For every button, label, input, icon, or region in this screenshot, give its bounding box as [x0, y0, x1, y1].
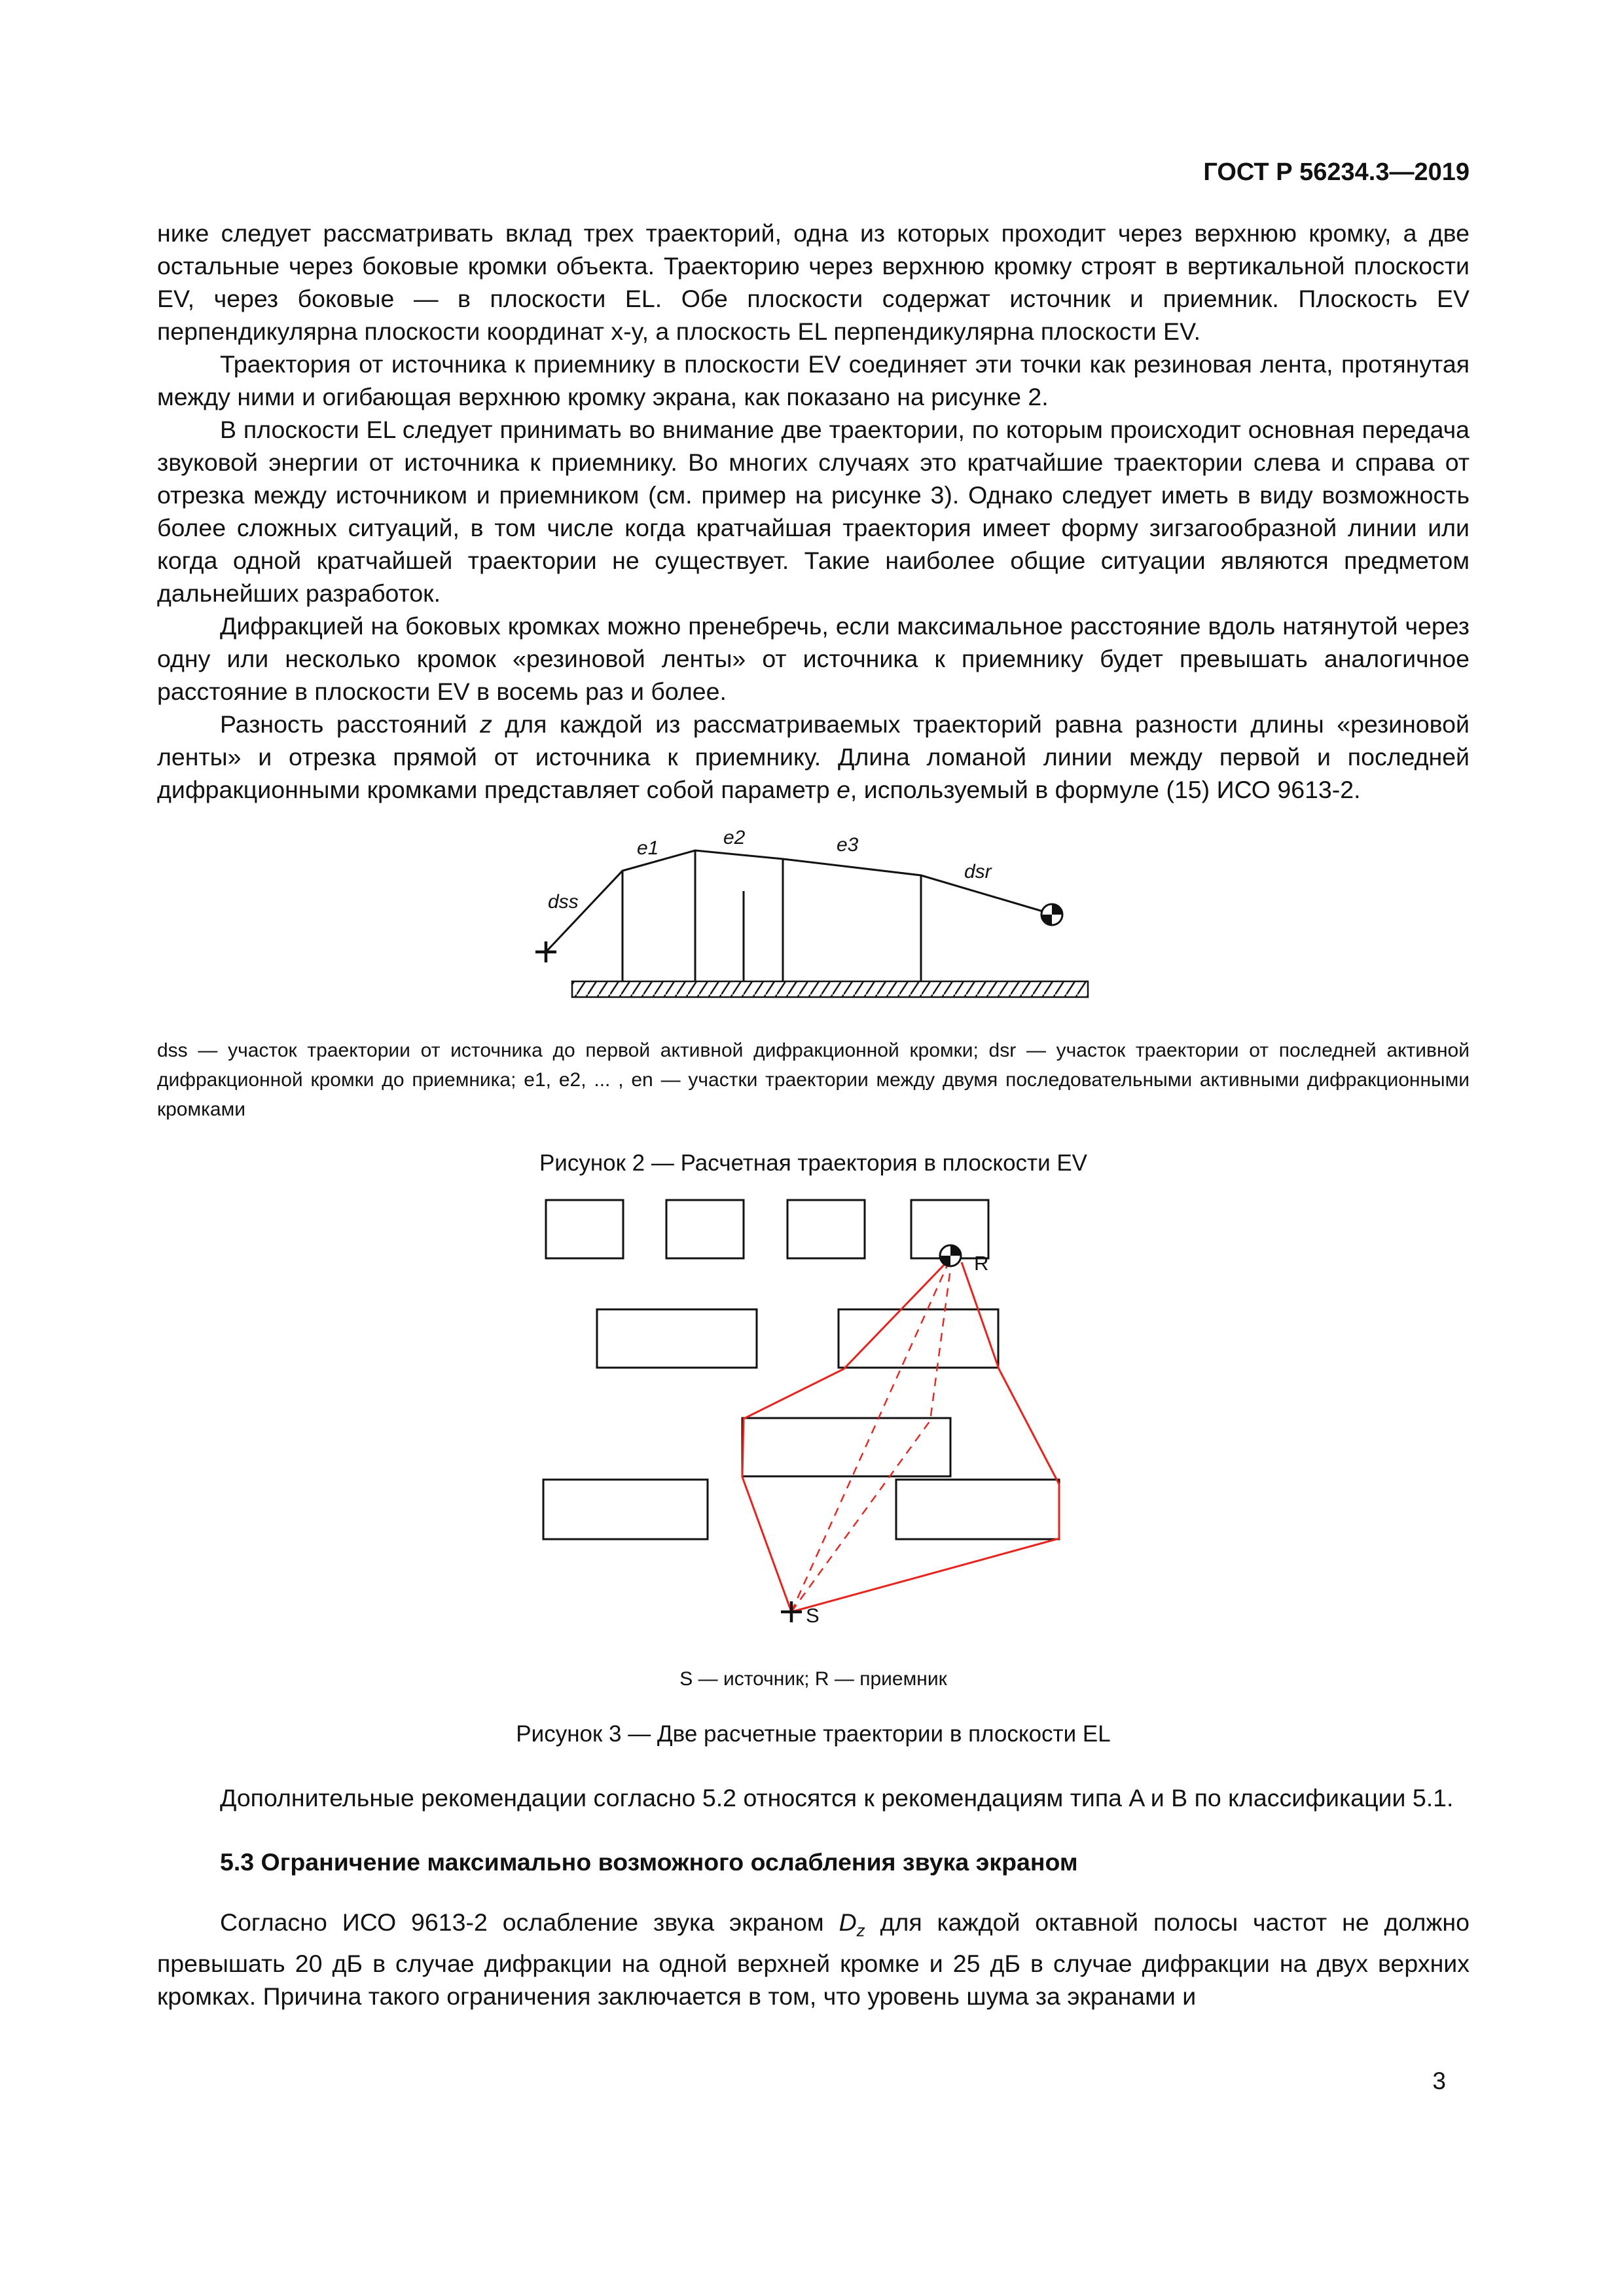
label-source: S [805, 1604, 820, 1627]
figure-2-title: Рисунок 2 — Расчетная траектория в плоскости EV [539, 1150, 1088, 1176]
building-rect [597, 1309, 757, 1368]
paragraph-5-text-b: для каждой из рассматриваемых траекторий равна разности длины «резиновой ленты» и отрезка прямой от источника к приемнику. Длина ломаной линии между первой и последней дифракционными кромками представляет собой параметр [157, 710, 1470, 803]
page-number: 3 [1432, 2068, 1446, 2094]
figure-3-caption: S — источник; R — приемник [679, 1668, 947, 1690]
figure-3-diagram [157, 1193, 1470, 1641]
paragraph-7-text-b: для каждой октавной полосы частот не должно превышать 20 дБ в случае дифракции на одной верхней кромке и 25 дБ в случае дифракции на двух верхних кромках. Причина такого ограничения заключается в том, что уровень шума за экранами и [157, 1908, 1470, 2010]
figure-2-diagram [157, 824, 1470, 1011]
paragraph-1: нике следует рассматривать вклад трех траекторий, одна из которых проходит через верхнюю кромку, а две остальные через боковые кромки объекта. Траекторию через верхнюю кромку строят в вертикальной плоскости EV, через боковые — в плоскости EL. Обе плоскости содержат источник и приемник. Плоскость EV перпендикулярна плоскости координат x-y, а плоскость EL перпендикулярна плоскости EV. [157, 219, 1470, 345]
figure-3-title: Рисунок 3 — Две расчетные траектории в плоскости EL [516, 1721, 1111, 1747]
label-receiver: R [973, 1252, 988, 1275]
paragraph-2: Траектория от источника к приемнику в плоскости EV соединяет эти точки как резиновая лента, протянутая между ними и огибающая верхнюю кромку экрана, как показано на рисунке 2. [157, 350, 1470, 410]
symbol-D: D [839, 1908, 857, 1936]
paragraph-4: Дифракцией на боковых кромках можно пренебречь, если максимальное расстояние вдоль натянутой через одну или несколько кромок «резиновой ленты» от источника к приемнику будет превышать аналогичное расстояние в плоскости EV в восемь раз и более. [157, 612, 1470, 705]
paragraph-5-text-a: Разность расстояний [220, 710, 480, 738]
paragraph-3: В плоскости EL следует принимать во внимание две траектории, по которым происходит основная передача звуковой энергии от источника к приемнику. Во многих случаях это кратчайшие траектории слева и справа от отрезка между источником и приемником (см. пример на рисунке 3). Однако следует иметь в виду возможность более сложных ситуаций, в том числе когда кратчайшая траектория имеет форму зигзагообразной линии или когда одной кратчайшей траектории не существует. Такие наиболее общие ситуации являются предметом дальнейших разработок. [157, 416, 1470, 607]
figure-3-svg [539, 1193, 1089, 1638]
label-dsr: dsr [964, 861, 992, 883]
label-e3: e3 [836, 834, 858, 856]
receiver-marker [1041, 904, 1062, 925]
label-dss: dss [547, 891, 579, 913]
paragraph-5-text-c: , используемый в формуле (15) ИСО 9613-2. [850, 776, 1361, 803]
label-e2: e2 [723, 827, 745, 848]
document-code: ГОСТ Р 56234.3—2019 [1203, 158, 1470, 186]
paragraph-7 [157, 1906, 1470, 2013]
variable-e: e [837, 776, 850, 803]
building-rect [839, 1309, 998, 1368]
figure-2-svg [532, 824, 1095, 1008]
building-rect [543, 1480, 708, 1539]
building-rect [546, 1200, 623, 1258]
paragraph-5 [157, 708, 1470, 806]
building-rect [666, 1200, 744, 1258]
figure-2-caption: dss — участок траектории от источника до первой активной дифракционной кромки; dsr — участок траектории от последней активной дифракционной кромки до приемника; e1, e2, ... , en — участки траектории между двумя последовательными активными дифракционными кромками [157, 1040, 1470, 1120]
section-5-3-heading: 5.3 Ограничение максимально возможного ослабления звука экраном [220, 1848, 1078, 1876]
receiver-marker [940, 1245, 961, 1266]
page-content [157, 0, 1470, 2013]
source-marker [781, 1601, 802, 1622]
building-rect [787, 1200, 865, 1258]
building-rect [742, 1418, 950, 1476]
variable-z: z [480, 710, 492, 738]
label-e1: e1 [636, 837, 659, 859]
building-rect [896, 1480, 1059, 1539]
paragraph-7-text-a: Согласно ИСО 9613-2 ослабление звука экраном [220, 1908, 839, 1936]
paragraph-6: Дополнительные рекомендации согласно 5.2 относятся к рекомендациям типа A и B по классификации 5.1. [220, 1784, 1454, 1812]
symbol-D-subscript: z [856, 1920, 865, 1941]
ground-hatched-bar [572, 981, 1088, 997]
